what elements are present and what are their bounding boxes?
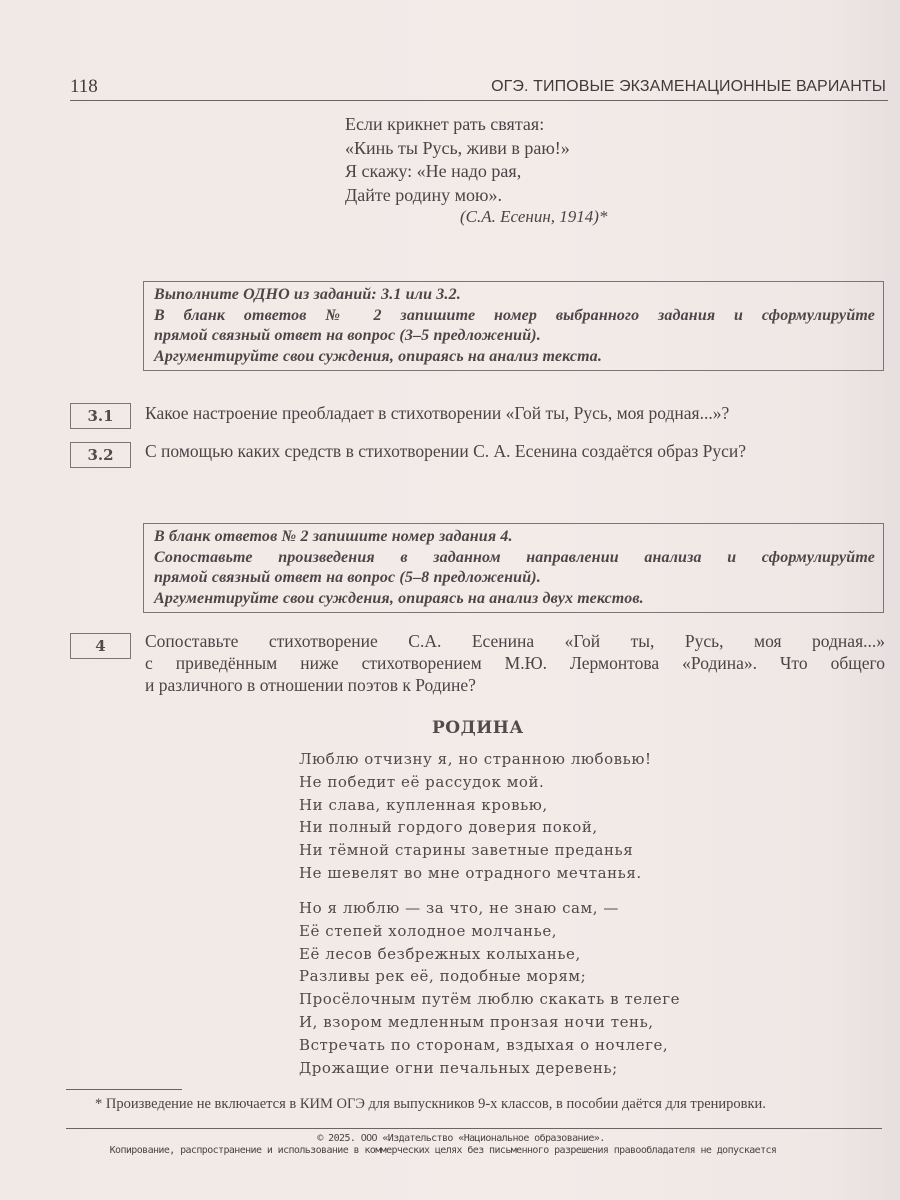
instruction-line: Сопоставьте произведения в заданном направлении анализа и сформулируйте [154,548,875,566]
poem-line: Если крикнет рать святая: [345,114,545,134]
instruction-box-task-4 [143,523,884,613]
poem-line: Просёлочным путём люблю скакать в телеге [299,990,681,1009]
poem-line: «Кинь ты Русь, живи в раю!» [345,137,570,158]
task-question-3-1: Какое настроение преобладает в стихотворении «Гой ты, Русь, моя родная...»? [145,403,730,423]
poem-attribution: (С.А. Есенин, 1914)* [460,207,608,226]
poem-line: Её степей холодное молчанье, [299,921,558,940]
poem-stanza-2 [299,897,680,1079]
running-title: ОГЭ. ТИПОВЫЕ ЭКЗАМЕНАЦИОННЫЕ ВАРИАНТЫ [491,78,886,95]
instruction-line: прямой связный ответ на вопрос (5–8 предложений). [154,569,541,586]
footnote-divider [66,1089,182,1090]
page-number: 118 [70,76,98,97]
poem-stanza-1 [299,748,652,885]
task-number-3-1: 3.1 [70,403,131,429]
task-number-3-2: 3.2 [70,442,131,468]
poem-line: Ни полный гордого доверия покой, [299,818,598,837]
footnote: * Произведение не включается в КИМ ОГЭ для выпускников 9-х классов, в пособии даётся для тренировки. [95,1096,766,1112]
poem-line: Ни слава, купленная кровью, [299,795,548,814]
poem-line: И, взором медленным пронзая ночи тень, [299,1012,654,1031]
copyright-notice: Копирование, распространение и использование в коммерческих целях без письменного разрешения правообладателя не допускается [109,1145,777,1156]
poem-line: Не шевелят во мне отрадного мечтанья. [299,863,642,882]
instruction-line: Аргументируйте свои суждения, опираясь на анализ двух текстов. [154,589,644,607]
task-question-4 [145,630,885,696]
task-line: Сопоставьте стихотворение С.А. Есенина «Гой ты, Русь, моя родная...» [145,631,885,651]
poem-line: Но я люблю — за что, не знаю сам, — [299,899,619,917]
task-question-3-2: С помощью каких средств в стихотворении С. А. Есенина создаётся образ Руси? [145,441,747,461]
copyright-text: © 2025. ООО «Издательство «Национальное образование». [317,1133,605,1144]
instruction-line: прямой связный ответ на вопрос (3–5 предложений). [154,327,541,344]
poem-line: Встречать по сторонам, вздыхая о ночлеге, [299,1035,669,1054]
poem-line: Разливы рек её, подобные морям; [299,967,587,986]
instruction-box-task-3 [143,281,884,371]
instruction-line: В бланк ответов № 2 запишите номер задания 4. [154,528,513,545]
poem-line: Её лесов безбрежных колыханье, [299,944,581,963]
poem-line: Люблю отчизну я, но странною любовью! [299,750,652,768]
footer-divider [66,1128,882,1129]
poem-title: РОДИНА [432,718,524,738]
instruction-line: Аргументируйте свои суждения, опираясь на анализ текста. [154,347,602,365]
poem-line: Дайте родину мою». [345,184,502,205]
poem-line: Ни тёмной старины заветные преданья [299,841,634,860]
poem-line: Не победит её рассудок мой. [299,772,545,791]
instruction-line: В бланк ответов № 2 запишите номер выбранного задания и сформулируйте [154,306,875,324]
header-divider [70,100,888,101]
poem-fragment [345,113,570,207]
copyright-block [0,1133,900,1157]
instruction-line: Выполните ОДНО из заданий: 3.1 или 3.2. [154,286,461,303]
poem-line: Я скажу: «Не надо рая, [345,161,522,181]
task-line: с приведённым ниже стихотворением М.Ю. Лермонтова «Родина». Что общего [145,653,885,673]
poem-line: Дрожащие огни печальных деревень; [299,1058,618,1077]
task-number-4: 4 [70,633,131,659]
task-line: и различного в отношении поэтов к Родине? [145,675,476,695]
